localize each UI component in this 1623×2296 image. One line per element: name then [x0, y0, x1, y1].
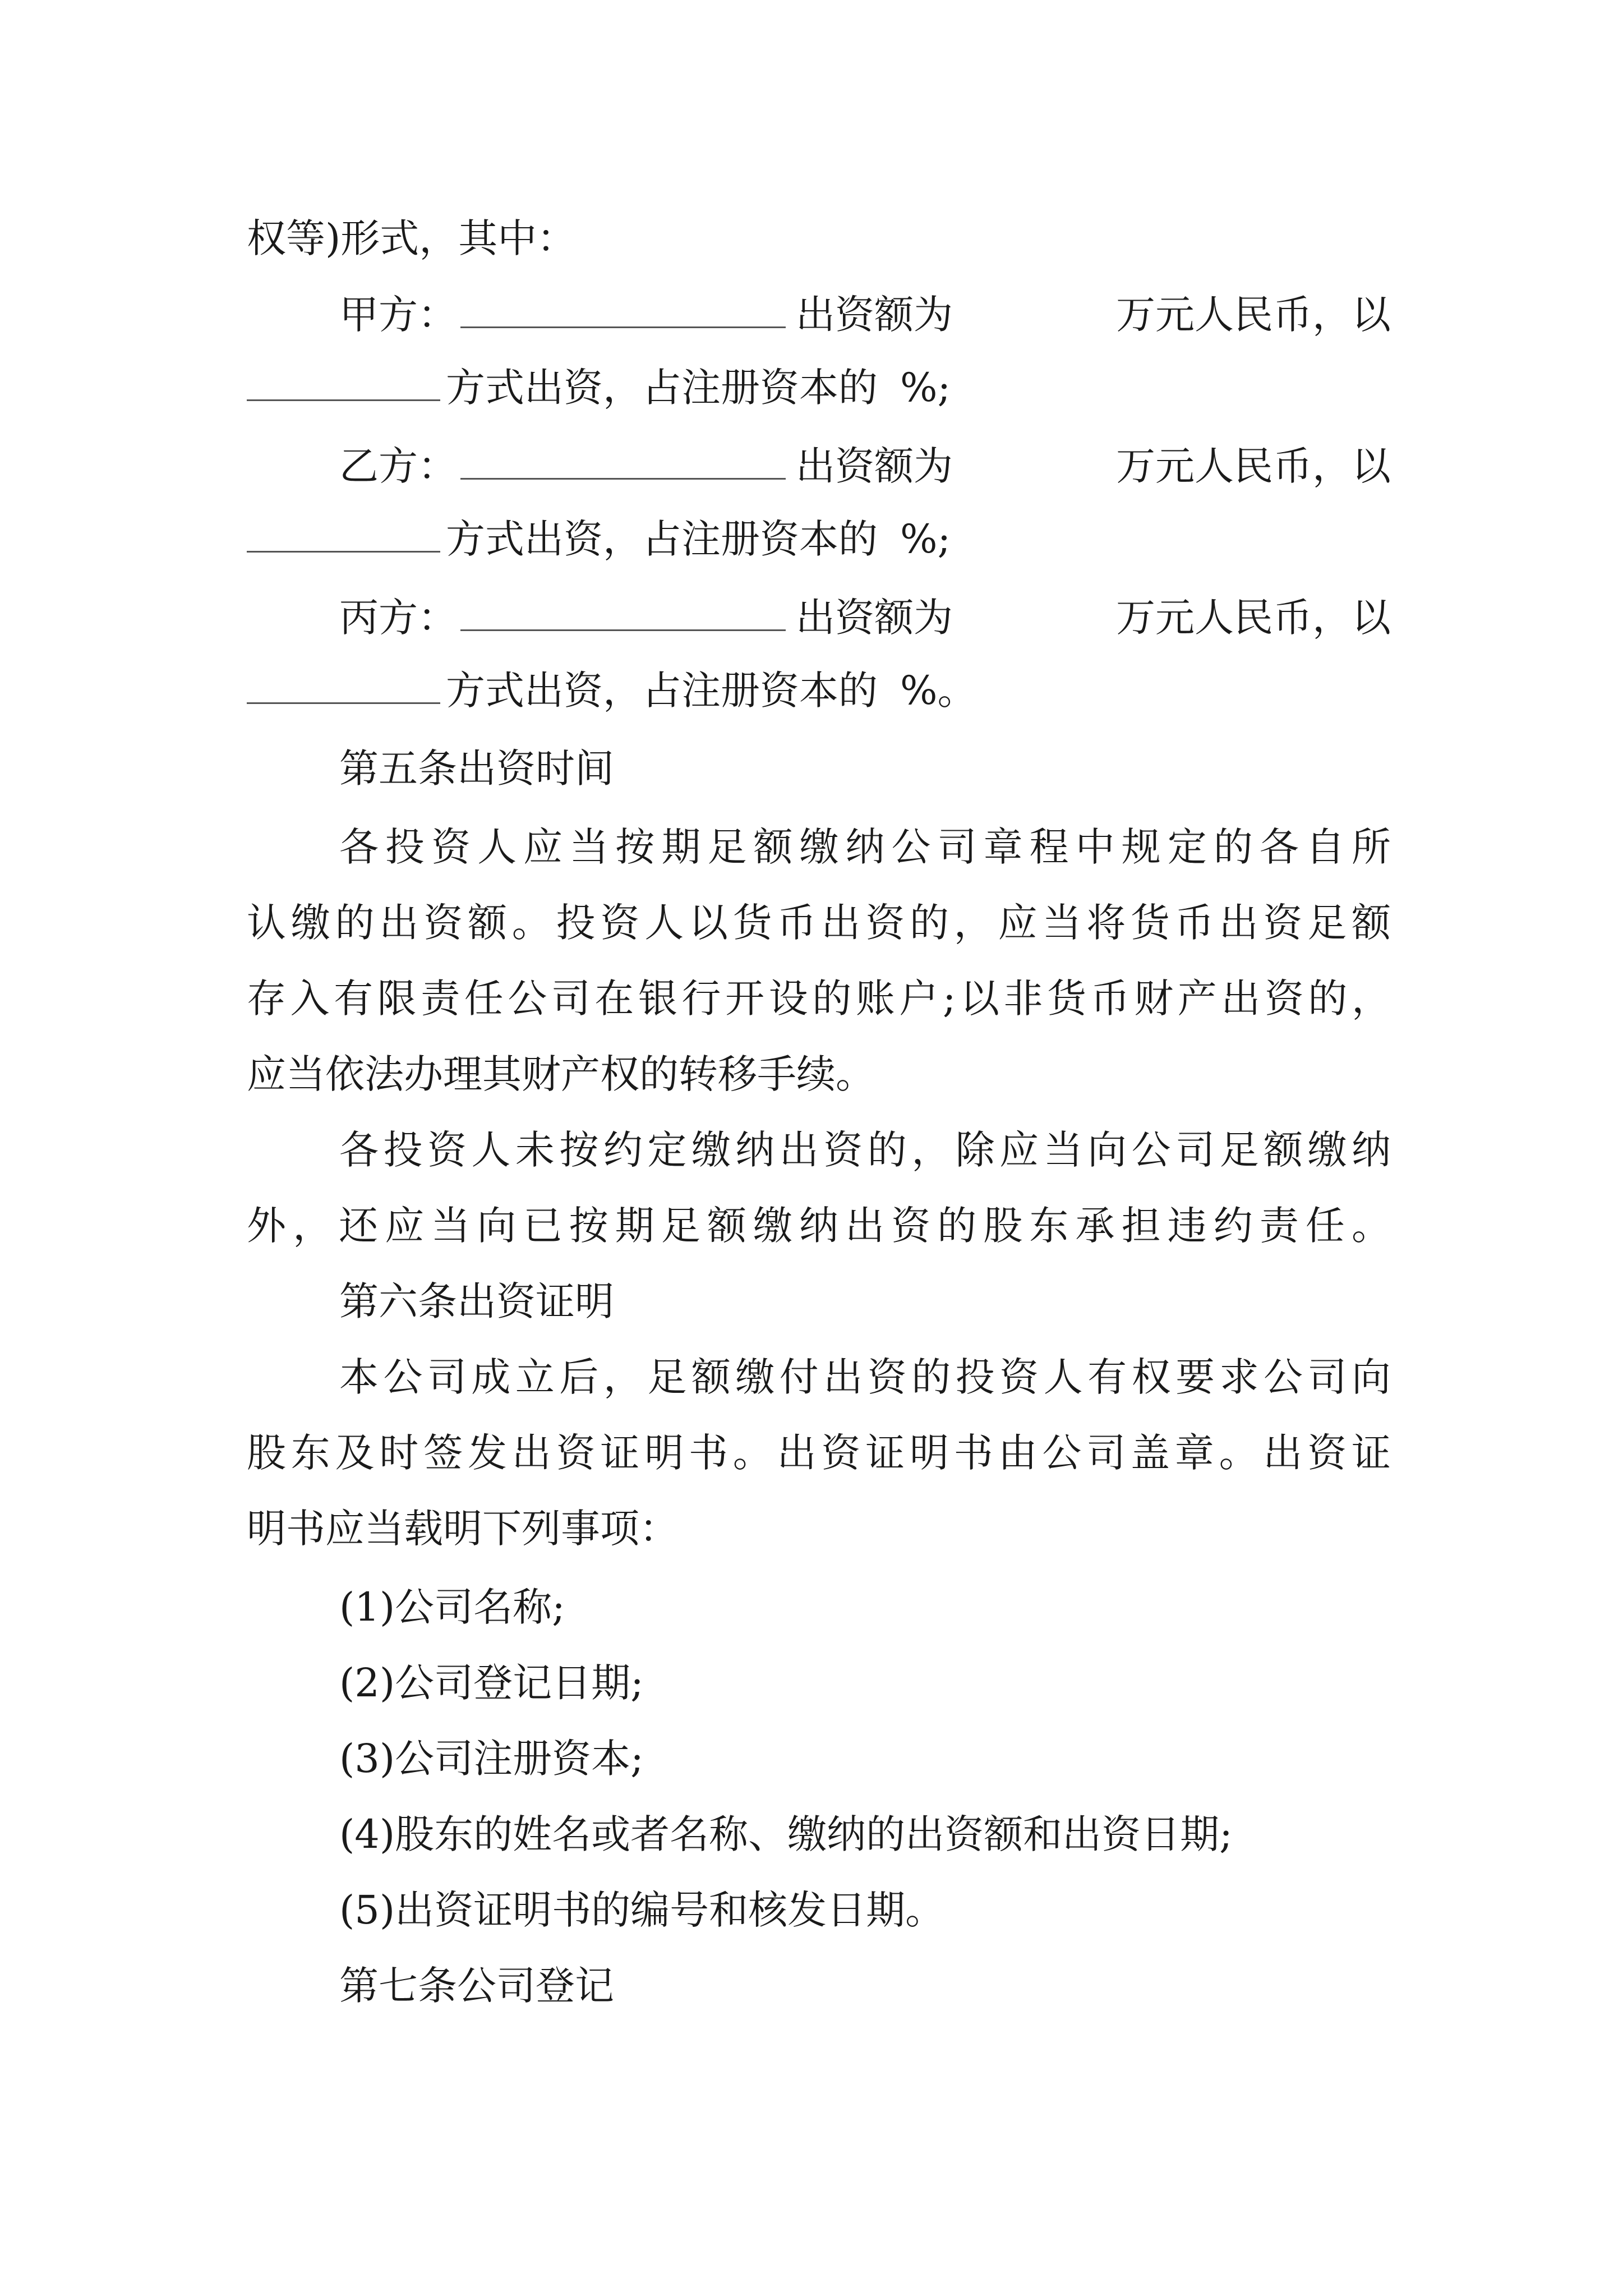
party-b-label: 乙方：	[339, 443, 457, 489]
party-c-method-text: 方式出资，占注册资本的	[446, 668, 878, 714]
article6-item-4: (4)股东的姓名或者名称、缴纳的出资额和出资日期;	[339, 1811, 1233, 1857]
party-b-method-row	[247, 510, 1391, 567]
article5-para1-line1: 各投资人应当按期足额缴纳公司章程中规定的各自所	[339, 824, 1391, 870]
party-b-amount-text: 出资额为	[796, 443, 953, 489]
article6-para-line2: 股东及时签发出资证明书。出资证明书由公司盖章。出资证	[247, 1430, 1391, 1476]
article5-para1-line2: 认缴的出资额。投资人以货币出资的，应当将货币出资足额	[247, 900, 1391, 946]
party-b-method-blank[interactable]	[247, 510, 440, 553]
party-b-currency-text: 万元人民币，以	[1116, 443, 1391, 489]
party-b-row	[339, 438, 1391, 494]
article5-para1-line3: 存入有限责任公司在银行开设的账户;以非货币财产出资的，	[247, 976, 1391, 1022]
party-c-currency-text: 万元人民币，以	[1116, 595, 1391, 641]
intro-line: 权等)形式，其中：	[247, 215, 577, 261]
article7-heading: 第七条公司登记	[339, 1963, 614, 2009]
party-c-amount-text: 出资额为	[796, 595, 953, 641]
article5-para1-line4: 应当依法办理其财产权的转移手续。	[247, 1051, 875, 1097]
party-c-name-blank[interactable]	[460, 589, 786, 631]
party-a-name-blank[interactable]	[460, 286, 786, 328]
article6-item-3: (3)公司注册资本;	[339, 1736, 644, 1782]
article5-para2-line1: 各投资人未按约定缴纳出资的，除应当向公司足额缴纳	[339, 1127, 1391, 1173]
party-a-currency-text: 万元人民币，以	[1116, 292, 1391, 338]
party-a-label: 甲方：	[339, 292, 457, 338]
party-c-method-row	[247, 662, 1391, 718]
article6-item-2: (2)公司登记日期;	[339, 1660, 644, 1706]
article6-para-line1: 本公司成立后，足额缴付出资的投资人有权要求公司向	[339, 1354, 1391, 1400]
party-b-name-blank[interactable]	[460, 438, 786, 480]
party-c-row	[339, 589, 1391, 645]
party-b-pct: %;	[900, 516, 951, 562]
party-c-label: 丙方：	[339, 595, 457, 641]
article6-item-5: (5)出资证明书的编号和核发日期。	[339, 1887, 945, 1933]
party-a-method-row	[247, 359, 1391, 415]
article5-heading: 第五条出资时间	[339, 746, 614, 792]
party-c-pct: %。	[900, 668, 977, 714]
party-a-method-blank[interactable]	[247, 359, 440, 401]
article6-para-line3: 明书应当载明下列事项：	[247, 1506, 679, 1552]
party-a-method-text: 方式出资，占注册资本的	[446, 365, 878, 411]
party-b-method-text: 方式出资，占注册资本的	[446, 516, 878, 562]
article6-item-1: (1)公司名称;	[339, 1584, 565, 1630]
party-a-amount-text: 出资额为	[796, 292, 953, 338]
article5-para2-line2: 外，还应当向已按期足额缴纳出资的股东承担违约责任。	[247, 1203, 1391, 1249]
party-c-method-blank[interactable]	[247, 662, 440, 704]
party-a-row	[339, 286, 1391, 342]
article6-heading: 第六条出资证明	[339, 1278, 614, 1324]
party-a-pct: %;	[900, 365, 951, 411]
